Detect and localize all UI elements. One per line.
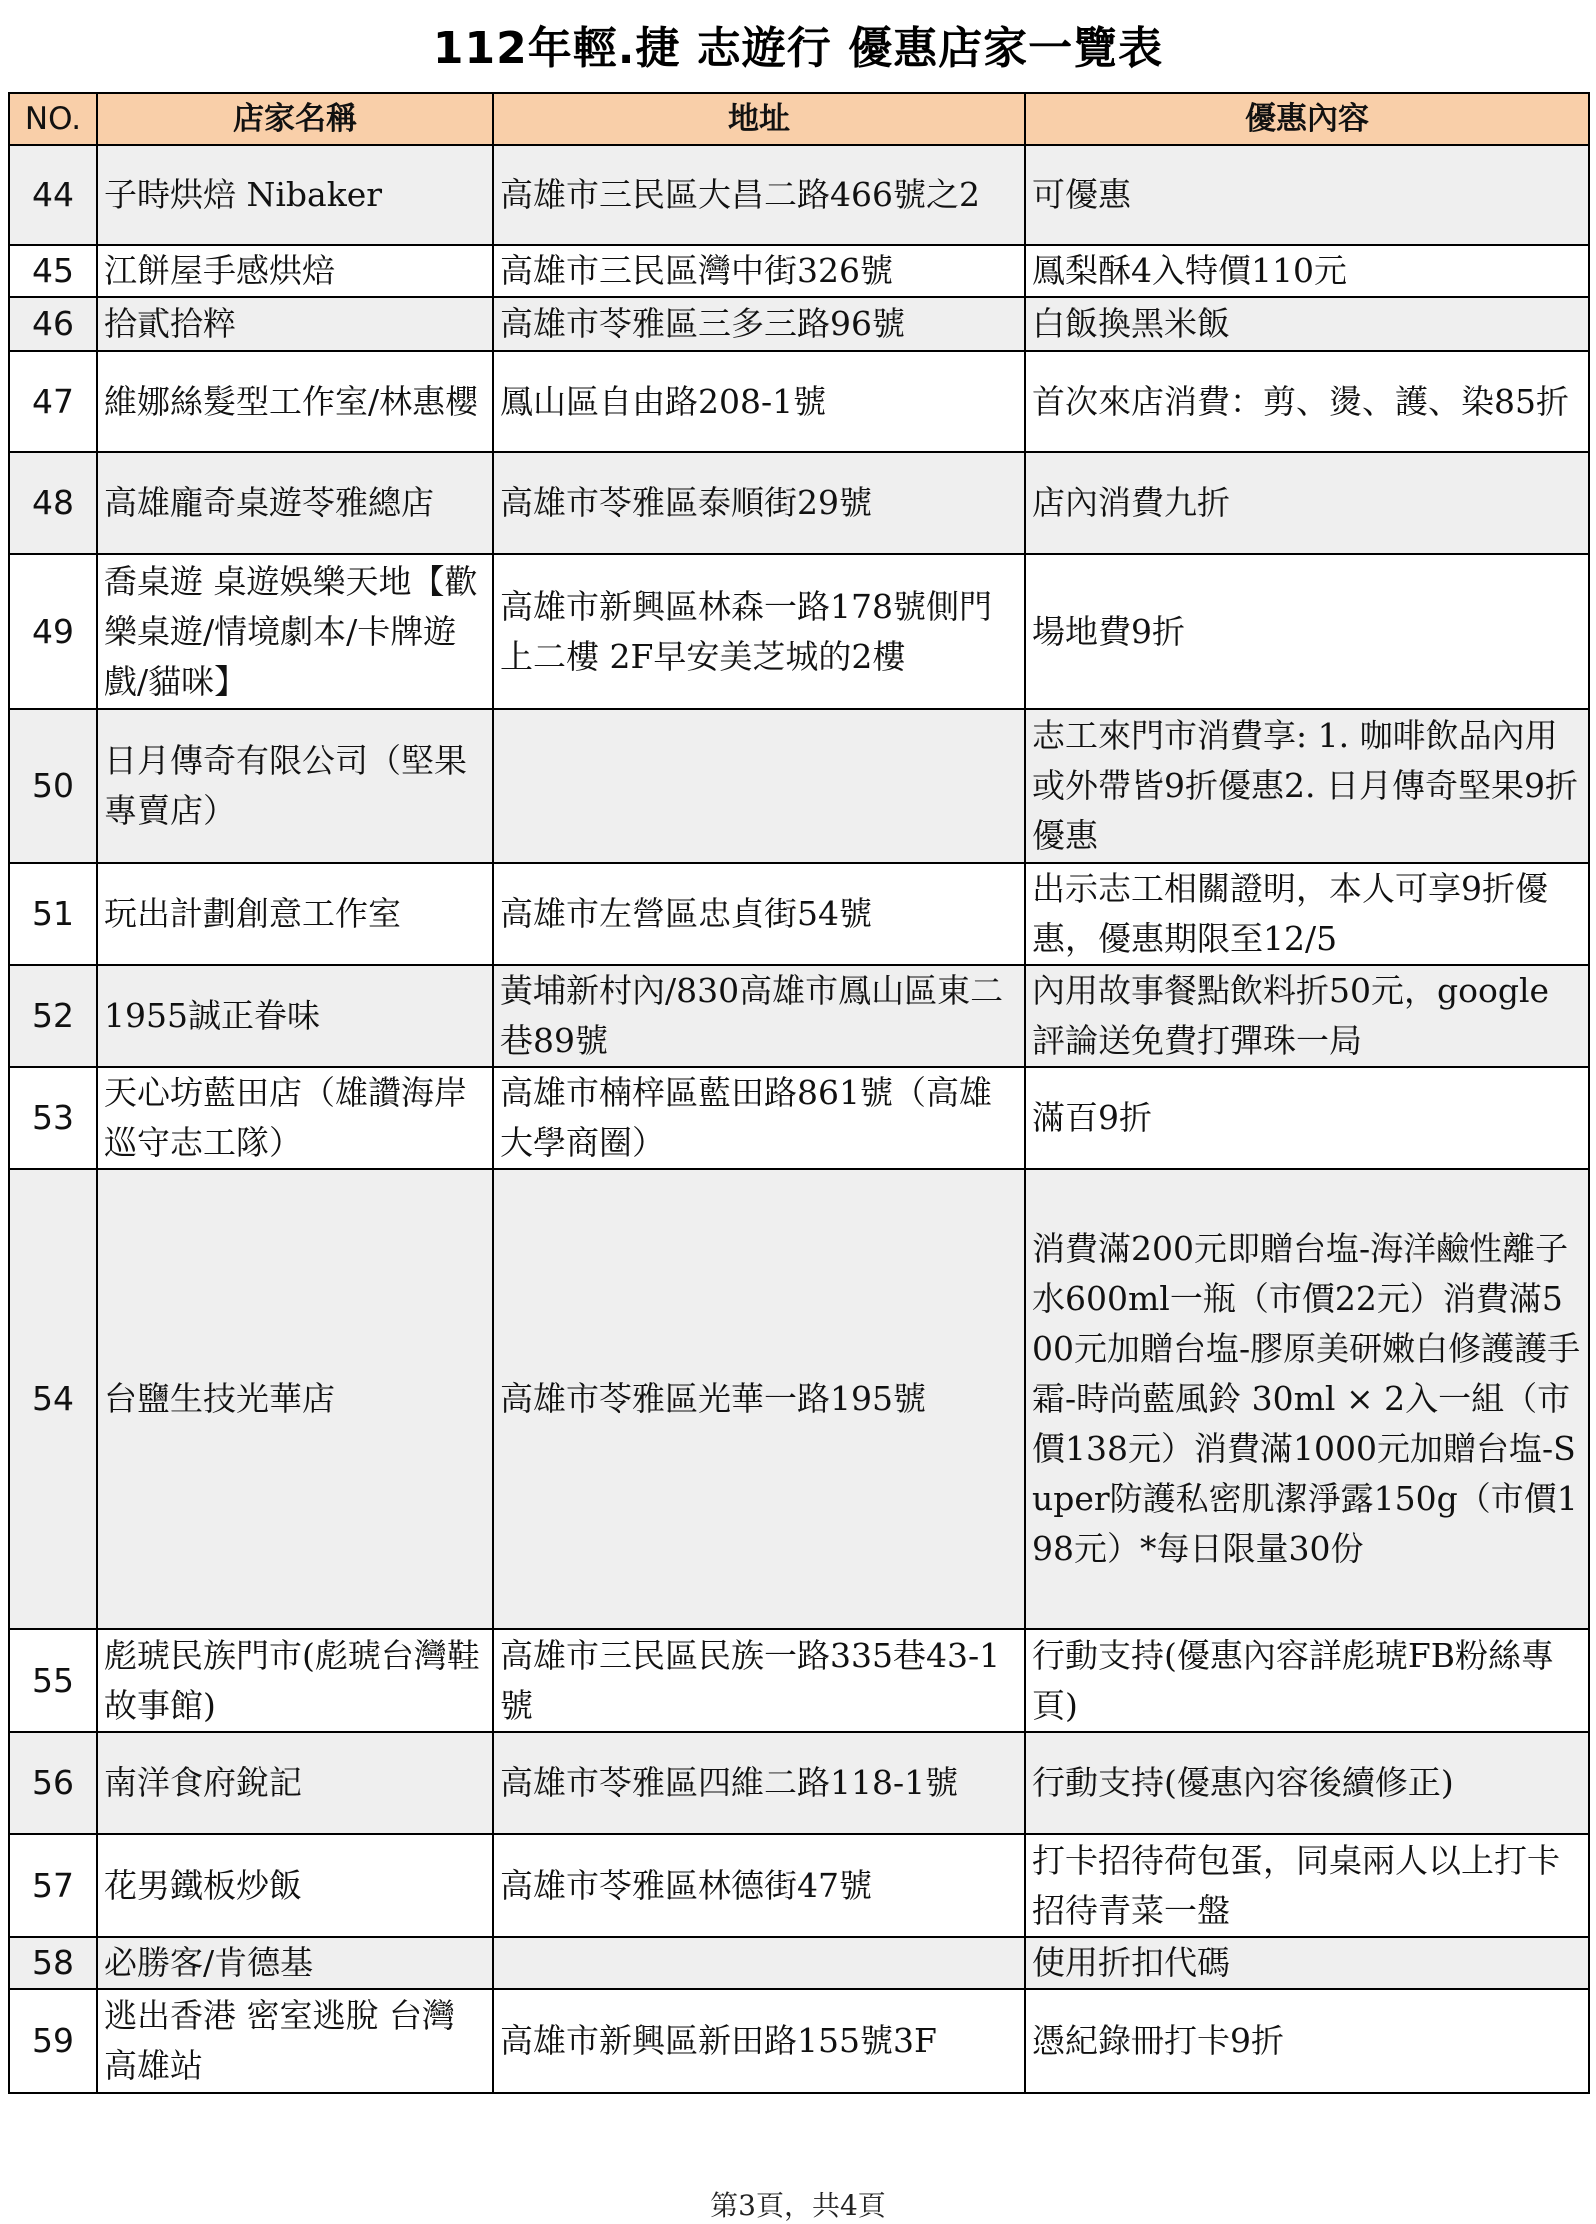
page-title: 112年輕.捷 志遊行 優惠店家一覽表 [432,23,1164,74]
table-row [9,297,1589,351]
row-offer: 可優惠 [1025,145,1589,245]
table-row [9,863,1589,965]
header-store-name: 店家名稱 [97,93,493,145]
table-row [9,1937,1589,1989]
row-store-name: 逃出香港 密室逃脫 台灣高雄站 [97,1989,493,2093]
row-no: 54 [9,1169,97,1629]
header-row [9,93,1589,145]
row-offer: 憑紀錄冊打卡9折 [1025,1989,1589,2093]
table-row [9,145,1589,245]
row-offer: 消費滿200元即贈台塩-海洋鹼性離子水600ml一瓶（市價22元）消費滿500元加贈台塩-膠原美研嫩白修護護手霜-時尚藍風鈴 30ml × 2入一組（市價138元）消費滿1000元加贈台塩-Super防護私密肌潔淨露150g（市價198元）*每日限量30份 [1025,1169,1589,1629]
row-address: 高雄市苓雅區四維二路118-1號 [493,1732,1025,1834]
row-offer: 行動支持(優惠內容詳彪琥FB粉絲專頁) [1025,1629,1589,1732]
row-offer: 滿百9折 [1025,1067,1589,1169]
row-no: 59 [9,1989,97,2093]
table-row [9,245,1589,297]
row-offer: 店內消費九折 [1025,452,1589,554]
row-offer: 打卡招待荷包蛋，同桌兩人以上打卡招待青菜一盤 [1025,1834,1589,1937]
row-no: 50 [9,709,97,863]
row-no: 48 [9,452,97,554]
row-address: 高雄市三民區灣中街326號 [493,245,1025,297]
row-offer: 首次來店消費：剪、燙、護、染85折 [1025,351,1589,452]
row-address: 高雄市苓雅區三多三路96號 [493,297,1025,351]
row-store-name: 天心坊藍田店（雄讚海岸巡守志工隊） [97,1067,493,1169]
table-row [9,1732,1589,1834]
row-no: 52 [9,965,97,1067]
store-table [8,92,1590,2094]
row-no: 45 [9,245,97,297]
table-row [9,1629,1589,1732]
row-no: 53 [9,1067,97,1169]
row-address: 高雄市苓雅區林德街47號 [493,1834,1025,1937]
row-no: 46 [9,297,97,351]
row-no: 57 [9,1834,97,1937]
table-row [9,1989,1589,2093]
row-no: 56 [9,1732,97,1834]
row-store-name: 台鹽生技光華店 [97,1169,493,1629]
header-address: 地址 [493,93,1025,145]
row-offer: 鳳梨酥4入特價110元 [1025,245,1589,297]
row-offer: 志工來門市消費享: 1. 咖啡飲品內用或外帶皆9折優惠2. 日月傳奇堅果9折優惠 [1025,709,1589,863]
row-store-name: 高雄龐奇桌遊苓雅總店 [97,452,493,554]
row-offer: 白飯換黑米飯 [1025,297,1589,351]
row-store-name: 日月傳奇有限公司（堅果專賣店） [97,709,493,863]
row-address: 高雄市楠梓區藍田路861號（高雄大學商圈） [493,1067,1025,1169]
row-address: 高雄市三民區民族一路335巷43-1號 [493,1629,1025,1732]
table-row [9,1067,1589,1169]
row-address: 高雄市苓雅區光華一路195號 [493,1169,1025,1629]
row-offer: 使用折扣代碼 [1025,1937,1589,1989]
row-offer: 出示志工相關證明，本人可享9折優惠，優惠期限至12/5 [1025,863,1589,965]
row-store-name: 維娜絲髮型工作室/林惠櫻 [97,351,493,452]
row-address [493,709,1025,863]
row-store-name: 必勝客/肯德基 [97,1937,493,1989]
row-no: 58 [9,1937,97,1989]
table-row [9,1834,1589,1937]
row-no: 44 [9,145,97,245]
row-store-name: 南洋食府銳記 [97,1732,493,1834]
row-store-name: 玩出計劃創意工作室 [97,863,493,965]
row-address: 高雄市新興區林森一路178號側門上二樓 2F早安美芝城的2樓 [493,554,1025,709]
table-row [9,452,1589,554]
row-address: 高雄市新興區新田路155號3F [493,1989,1025,2093]
row-address: 黃埔新村內/830高雄市鳳山區東二巷89號 [493,965,1025,1067]
row-address: 高雄市苓雅區泰順街29號 [493,452,1025,554]
row-offer: 場地費9折 [1025,554,1589,709]
row-offer: 內用故事餐點飲料折50元，google評論送免費打彈珠一局 [1025,965,1589,1067]
row-store-name: 江餅屋手感烘焙 [97,245,493,297]
row-no: 55 [9,1629,97,1732]
header-offer: 優惠內容 [1025,93,1589,145]
row-store-name: 花男鐵板炒飯 [97,1834,493,1937]
row-address: 高雄市左營區忠貞街54號 [493,863,1025,965]
row-offer: 行動支持(優惠內容後續修正) [1025,1732,1589,1834]
table-row [9,1169,1589,1629]
row-store-name: 拾貳拾粹 [97,297,493,351]
row-address [493,1937,1025,1989]
row-address: 鳳山區自由路208-1號 [493,351,1025,452]
row-store-name: 彪琥民族門市(彪琥台灣鞋故事館) [97,1629,493,1732]
table-row [9,709,1589,863]
row-no: 51 [9,863,97,965]
page-footer: 第3頁，共4頁 [710,2189,886,2222]
header-no: NO. [9,93,97,145]
table-row [9,351,1589,452]
table-row [9,554,1589,709]
row-no: 47 [9,351,97,452]
row-address: 高雄市三民區大昌二路466號之2 [493,145,1025,245]
table-row [9,965,1589,1067]
row-store-name: 子時烘焙 Nibaker [97,145,493,245]
row-no: 49 [9,554,97,709]
row-store-name: 1955誠正眷味 [97,965,493,1067]
row-store-name: 喬桌遊 桌遊娛樂天地【歡樂桌遊/情境劇本/卡牌遊戲/貓咪】 [97,554,493,709]
